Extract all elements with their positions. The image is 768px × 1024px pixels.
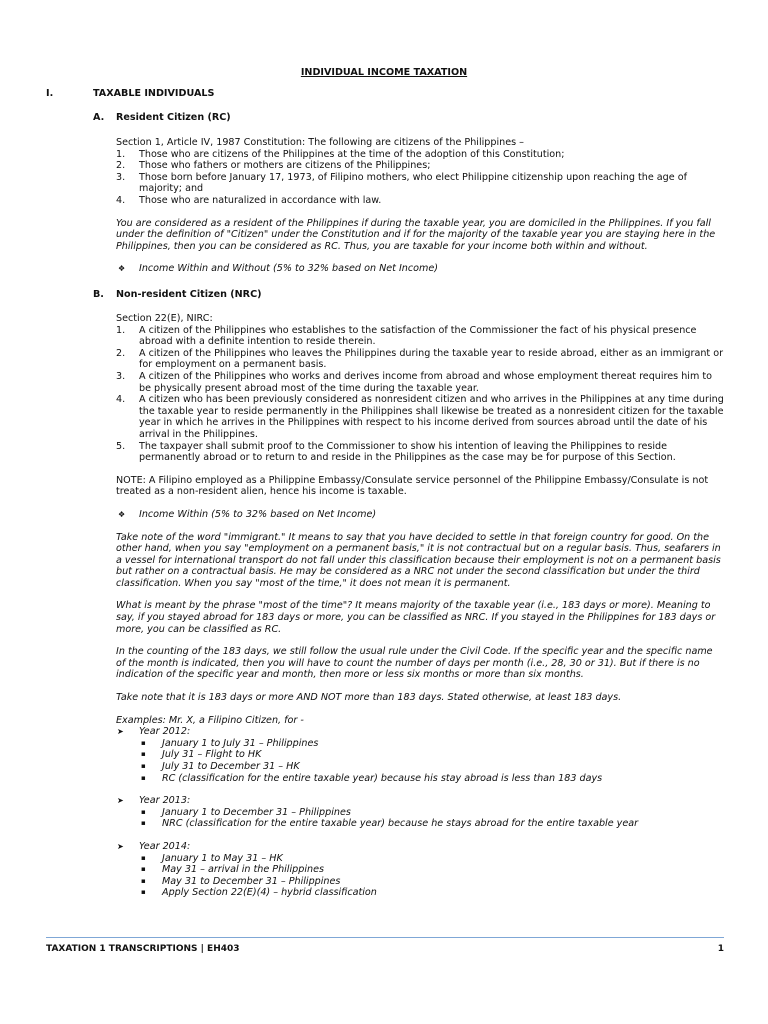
subsection-b-body [116,313,724,899]
year-2013-heading: ➤ Year 2013: [117,795,191,807]
income-bullet: ❖ Income Within and Without (5% to 32% based on Net Income) [118,263,439,275]
list-item: 2. Those who fathers or mothers are citizens of the Philippines; [116,160,431,172]
section-title: TAXABLE INDIVIDUALS [93,88,215,99]
list-item: ▪ NRC (classification for the entire taxable year) because he stays abroad for the entire taxable year [141,818,639,830]
square-bullet-icon: ▪ [141,853,146,862]
subsection-a-body [116,137,724,275]
list-item: ▪ May 31 to December 31 – Philippines [141,875,341,887]
list-item: 5. The taxpayer shall submit proof to the Commissioner to show his intention of leaving the Philippines to reside permanently abroad or to return to and reside in the Philippines as the case may be for purpose of this Section. [116,440,676,464]
square-bullet-icon: ▪ [141,762,146,770]
subsection-a-letter: A. [93,112,105,123]
section-number: I. [46,88,54,99]
list-item: ▪ January 1 to May 31 – HK [141,852,283,864]
square-bullet-icon: ▪ [141,865,146,874]
square-bullet-icon: ▪ [141,888,146,897]
income-bullet: ❖ Income Within (5% to 32% based on Net Income) [118,508,377,520]
list-item: ▪ May 31 – arrival in the Philippines [141,864,324,876]
list-item: 4. A citizen who has been previously considered as nonresident citizen and who arrives in the Philippines at any time during the taxable year to reside permanently in the Philippines shall likewise be treated as a nonresident citizen for the taxable year in which he arrives in the Philippines with respect to his income derived from sources abroad until the date of his arrival in the Philippines. [116,394,724,440]
at-least-paragraph: Take note that it is 183 days or more AND NOT more than 183 days. Stated otherwise, at least 183 days. [116,692,622,704]
list-item: ▪ July 31 to December 31 – HK [141,761,300,772]
list-item: 3. Those born before January 17, 1973, of Filipino mothers, who elect Philippine citizenship upon reaching the age of majority; and [116,171,687,195]
footer-divider [46,937,724,938]
list-item: ▪ January 1 to December 31 – Philippines [141,806,351,818]
embassy-note: NOTE: A Filipino employed as a Philippine Embassy/Consulate service personnel of the Philippine Embassy/Consulate is not treated as a non-resident alien, hence his income is taxable. [116,474,709,498]
list-item: 1. A citizen of the Philippines who establishes to the satisfaction of the Commissioner the fact of his physical presence abroad with a definite intention to reside therein. [116,324,697,348]
document-title: INDIVIDUAL INCOME TAXATION [300,67,468,78]
counting-paragraph: In the counting of the 183 days, we still follow the usual rule under the Civil Code. If the specific year and the specific name of the month is indicated, then you will have to count the number of days per month (i.e., 28, 30 or 31). But if there is no indication of the specific year and month, then more or less six months or more than six months. [116,646,713,681]
square-bullet-icon: ▪ [141,750,146,759]
resident-note: You are considered as a resident of the Philippines if during the taxable year, you are domiciled in the Philippines. If you fall under the definition of "Citizen" under the Constitution and if for the majority of the taxable year you are staying here in the Philippines, then you can be considered as RC. Thus, you are taxable for your income both within and without. [116,217,716,252]
list-item: 1. Those who are citizens of the Philippines at the time of the adoption of this Constitution; [116,148,565,160]
list-item: ▪ Apply Section 22(E)(4) – hybrid classification [141,887,377,899]
year-2012-heading: ➤ Year 2012: [117,726,191,738]
nirc-intro: Section 22(E), NIRC: [116,313,213,324]
footer-course-label: TAXATION 1 TRANSCRIPTIONS | EH403 [46,944,240,954]
nrc-list [116,325,724,464]
square-bullet-icon: ▪ [141,819,146,828]
subsection-a-title: Resident Citizen (RC) [116,112,231,123]
year-2014-heading: ➤ Year 2014: [117,840,191,852]
arrow-bullet-icon: ➤ [117,841,124,851]
list-item: ▪ January 1 to July 31 – Philippines [141,737,319,749]
square-bullet-icon: ▪ [141,738,146,747]
subsection-b-title: Non-resident Citizen (NRC) [116,289,262,300]
square-bullet-icon: ▪ [141,773,146,782]
subsection-b-letter: B. [93,289,104,300]
diamond-bullet-icon: ❖ [118,264,126,274]
arrow-bullet-icon: ➤ [117,796,124,806]
citizen-list [116,149,724,207]
examples-intro: Examples: Mr. X, a Filipino Citizen, for - [116,714,304,726]
list-item: 4. Those who are naturalized in accordance with law. [116,194,382,206]
immigrant-paragraph: Take note of the word "immigrant." It means to say that you have decided to settle in that foreign country for good. On the other hand, when you say "employment on a permanent basis," it is not contractual but on a regular basis. Thus, seafarers in a vessel for international transport do not fall under this classification because their employment is not on a permanent basis but rather on a contractual basis. He may be considered as a NRC not under the second classification but under the third classification. When you say "most of the time," it does not mean it is permanent. [116,531,721,589]
square-bullet-icon: ▪ [141,807,146,816]
square-bullet-icon: ▪ [141,876,146,885]
list-item: 2. A citizen of the Philippines who leaves the Philippines during the taxable year to reside abroad, either as an immigrant or for employment on a permanent basis. [116,347,724,371]
year-2012-list [116,738,724,784]
year-2014-list [116,853,724,899]
arrow-bullet-icon: ➤ [117,727,124,737]
diamond-bullet-icon: ❖ [118,509,126,519]
constitution-intro: Section 1, Article IV, 1987 Constitution: The following are citizens of the Philippines – [116,137,524,148]
list-item: ▪ July 31 – Flight to HK [141,749,262,761]
most-of-time-paragraph: What is meant by the phrase "most of the time"? It means majority of the taxable year (i.e., 183 days or more). Meaning to say, if you stayed abroad for 183 days or more, you can be classified as NRC. If you stayed in the Philippines for 183 days or more, you can be classified as RC. [116,600,716,635]
year-2013-list [116,807,724,830]
page-number: 1 [717,944,724,954]
list-item: 3. A citizen of the Philippines who works and derives income from abroad and whose employment thereat requires him to be physically present abroad most of the time during the taxable year. [116,370,713,394]
list-item: ▪ RC (classification for the entire taxable year) because his stay abroad is less than 183 days [141,772,603,784]
